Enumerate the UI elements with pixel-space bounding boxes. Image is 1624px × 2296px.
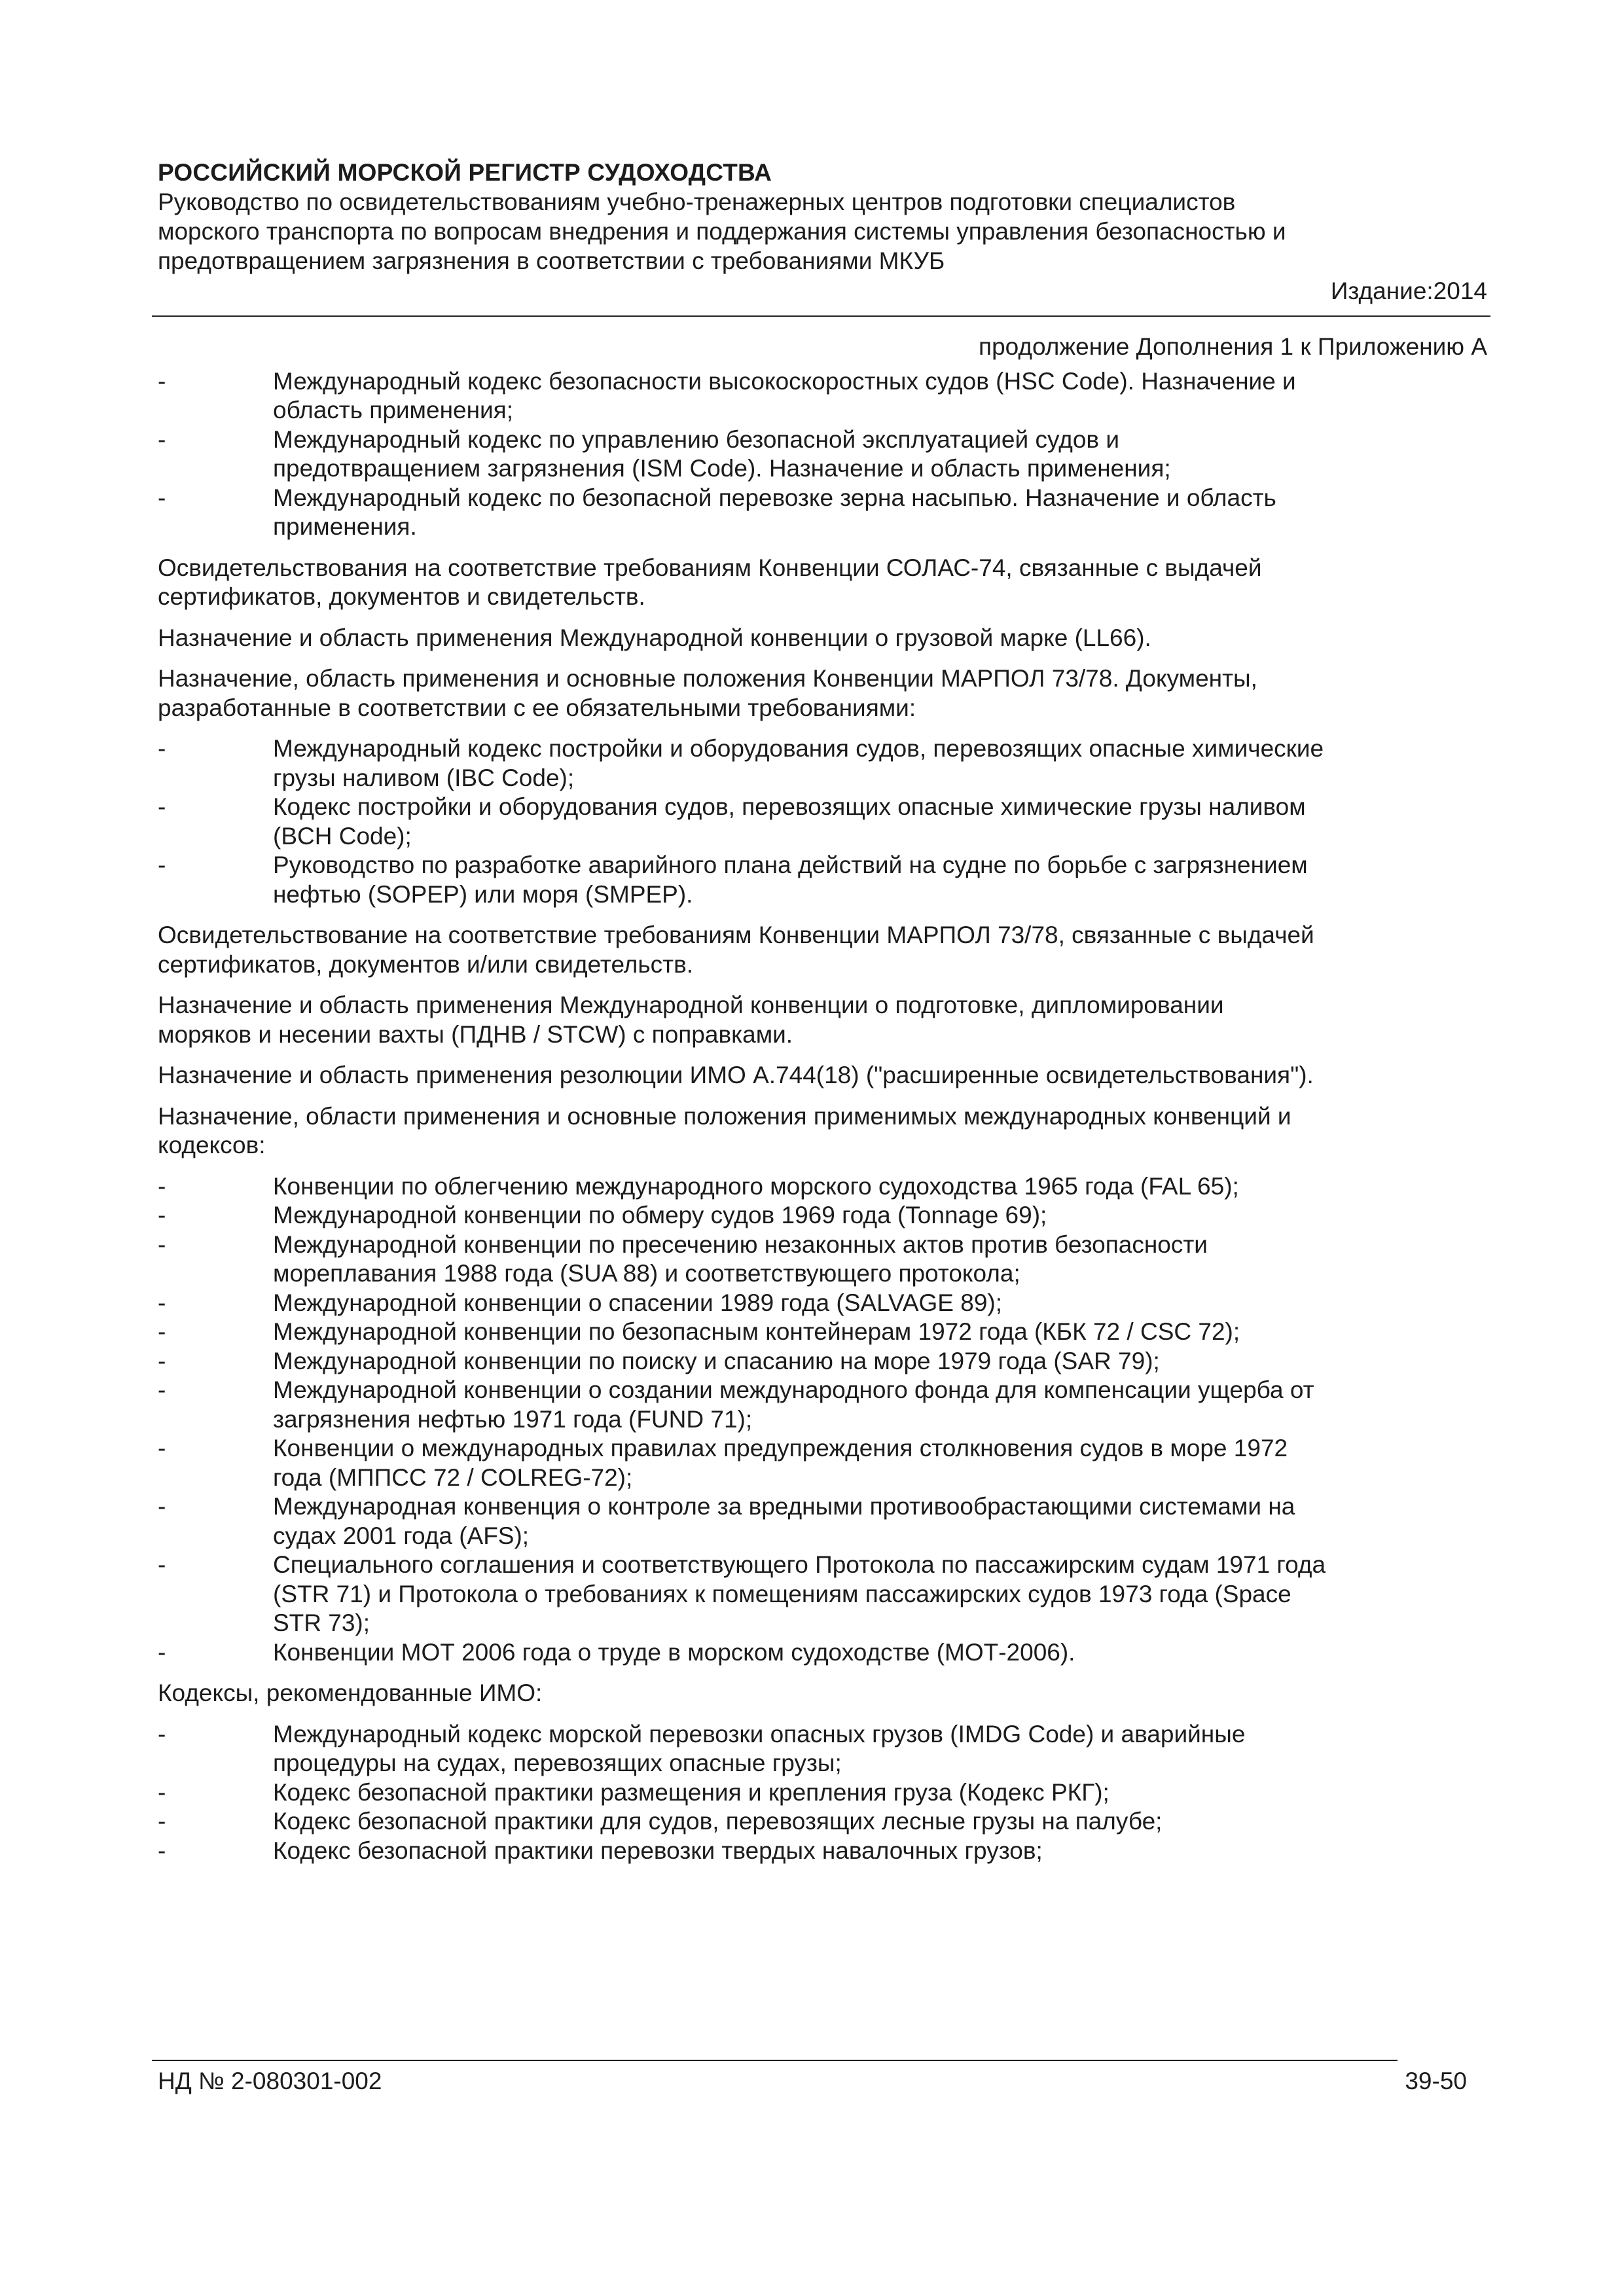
paragraph-line: Назначение и область применения Международной конвенции о подготовке, дипломировании xyxy=(158,992,1224,1018)
list-item-line: предотвращением загрязнения (ISM Code). Назначение и область применения; xyxy=(273,455,1171,482)
list-item-line: Международный кодекс по управлению безопасной эксплуатацией судов и xyxy=(273,425,1119,453)
paragraph xyxy=(158,554,1487,612)
list-dash-marker: - xyxy=(158,1435,166,1462)
document-title-line: морского транспорта по вопросам внедрения и поддержания системы управления безопасностью и xyxy=(158,218,1286,245)
list-item-line: Международный кодекс морской перевозки опасных грузов (IMDG Code) и аварийные xyxy=(273,1720,1246,1748)
list-item xyxy=(158,1778,1487,1808)
list-dash-marker: - xyxy=(158,1493,166,1520)
page-number: 39-50 xyxy=(1405,2068,1467,2094)
bullet-list xyxy=(158,367,1487,542)
list-dash-marker: - xyxy=(158,367,166,395)
list-dash-marker: - xyxy=(158,852,166,878)
list-dash-marker: - xyxy=(158,425,166,453)
list-item-line: область применения; xyxy=(273,397,514,423)
list-item xyxy=(158,1376,1487,1434)
list-item-line: (BCH Code); xyxy=(273,822,412,850)
document-number: НД № 2-080301-002 xyxy=(158,2068,382,2094)
list-item xyxy=(158,1230,1487,1289)
list-dash-marker: - xyxy=(158,1172,166,1200)
body-blocks xyxy=(158,367,1487,1866)
list-item-line: мореплавания 1988 года (SUA 88) и соответствующего протокола; xyxy=(273,1260,1020,1287)
document-title-line: предотвращением загрязнения в соответствии с требованиями МКУБ xyxy=(158,247,945,274)
list-item-line: загрязнения нефтью 1971 года (FUND 71); xyxy=(273,1405,753,1433)
list-item-line: года (МППСС 72 / COLREG-72); xyxy=(273,1463,633,1491)
list-item xyxy=(158,1720,1487,1778)
paragraph xyxy=(158,1102,1487,1160)
list-item-line: STR 73); xyxy=(273,1609,370,1636)
list-item xyxy=(158,851,1487,909)
list-item-line: Международный кодекс безопасности высокоскоростных судов (HSC Code). Назначение и xyxy=(273,367,1296,395)
list-dash-marker: - xyxy=(158,1837,166,1864)
list-item-line: Международный кодекс по безопасной перевозке зерна насыпью. Назначение и область xyxy=(273,484,1276,511)
list-dash-marker: - xyxy=(158,1720,166,1748)
list-dash-marker: - xyxy=(158,1202,166,1229)
bullet-list xyxy=(158,1172,1487,1668)
continuation-label: продолжение Дополнения 1 к Приложению А xyxy=(979,333,1487,360)
paragraph xyxy=(158,921,1487,979)
list-item xyxy=(158,1318,1487,1347)
list-item-line: Конвенции о международных правилах предупреждения столкновения судов в море 1972 xyxy=(273,1435,1288,1462)
paragraph-line: Назначение и область применения резолюции ИМО А.744(18) ("расширенные освидетельствования"). xyxy=(158,1062,1314,1088)
list-item-line: Международной конвенции по безопасным контейнерам 1972 года (КБК 72 / CSC 72); xyxy=(273,1318,1240,1345)
paragraph xyxy=(158,624,1487,653)
document-header xyxy=(158,158,1487,306)
list-item xyxy=(158,1837,1487,1866)
list-item-line: нефтью (SOPEP) или моря (SMPEP). xyxy=(273,880,693,908)
list-dash-marker: - xyxy=(158,1376,166,1403)
header-divider xyxy=(152,315,1490,317)
footer-divider xyxy=(152,2060,1398,2061)
list-item xyxy=(158,1638,1487,1668)
bullet-list xyxy=(158,1720,1487,1866)
list-item-line: Специального соглашения и соответствующего Протокола по пассажирским судам 1971 года xyxy=(273,1551,1326,1578)
list-item-line: судах 2001 года (AFS); xyxy=(273,1522,530,1549)
list-item xyxy=(158,1201,1487,1230)
paragraph-line: Назначение, область применения и основные положения Конвенции МАРПОЛ 73/78. Документы, xyxy=(158,665,1257,692)
list-item-line: Кодекс постройки и оборудования судов, перевозящих опасные химические грузы наливом xyxy=(273,793,1306,820)
list-item xyxy=(158,367,1487,425)
list-item-line: Международный кодекс постройки и оборудования судов, перевозящих опасные химические xyxy=(273,735,1324,762)
list-item xyxy=(158,1289,1487,1318)
paragraph-line: Назначение, области применения и основные положения применимых международных конвенций и xyxy=(158,1102,1291,1130)
paragraph xyxy=(158,1061,1487,1090)
list-item-line: Международной конвенции по обмеру судов 1969 года (Tonnage 69); xyxy=(273,1202,1047,1229)
list-item xyxy=(158,1492,1487,1551)
organization-name: РОССИЙСКИЙ МОРСКОЙ РЕГИСТР СУДОХОДСТВА xyxy=(158,159,772,186)
list-dash-marker: - xyxy=(158,484,166,511)
list-item xyxy=(158,425,1487,484)
list-item-line: Кодекс безопасной практики перевозки твердых навалочных грузов; xyxy=(273,1837,1043,1864)
list-item-line: Конвенции по облегчению международного морского судоходства 1965 года (FAL 65); xyxy=(273,1172,1239,1200)
paragraph xyxy=(158,991,1487,1049)
paragraph-line: сертификатов, документов и/или свидетельств. xyxy=(158,950,694,978)
list-item-line: Кодекс безопасной практики размещения и крепления груза (Кодекс РКГ); xyxy=(273,1778,1110,1806)
document-body xyxy=(158,332,1487,1865)
list-dash-marker: - xyxy=(158,1808,166,1835)
list-item-line: Международной конвенции по поиску и спасанию на море 1979 года (SAR 79); xyxy=(273,1347,1160,1374)
list-item xyxy=(158,484,1487,542)
list-item-line: (STR 71) и Протокола о требованиях к помещениям пассажирских судов 1973 года (Space xyxy=(273,1580,1291,1607)
paragraph-line: сертификатов, документов и свидетельств. xyxy=(158,583,645,610)
list-item-line: Международная конвенция о контроле за вредными противообрастающими системами на xyxy=(273,1493,1295,1520)
paragraph xyxy=(158,1679,1487,1708)
list-item xyxy=(158,734,1487,793)
list-item xyxy=(158,1434,1487,1492)
paragraph xyxy=(158,664,1487,723)
list-item xyxy=(158,1551,1487,1638)
list-item-line: процедуры на судах, перевозящих опасные грузы; xyxy=(273,1749,842,1776)
paragraph-line: разработанные в соответствии с ее обязательными требованиями: xyxy=(158,694,916,721)
list-dash-marker: - xyxy=(158,735,166,762)
paragraph-line: Освидетельствования на соответствие требованиям Конвенции СОЛАС-74, связанные с выдачей xyxy=(158,554,1262,581)
document-title-line: Руководство по освидетельствованиям учебно-тренажерных центров подготовки специалистов xyxy=(158,188,1236,215)
list-dash-marker: - xyxy=(158,1638,166,1666)
list-dash-marker: - xyxy=(158,793,166,820)
paragraph-line: кодексов: xyxy=(158,1132,266,1158)
list-item-line: грузы наливом (IBC Code); xyxy=(273,764,575,791)
list-item-line: Конвенции МОТ 2006 года о труде в морском судоходстве (МОТ-2006). xyxy=(273,1638,1075,1666)
list-dash-marker: - xyxy=(158,1778,166,1806)
edition-label: Издание:2014 xyxy=(1330,278,1487,304)
list-item-line: Руководство по разработке аварийного плана действий на судне по борьбе с загрязнением xyxy=(273,852,1308,878)
document-title xyxy=(158,187,1487,276)
list-dash-marker: - xyxy=(158,1347,166,1374)
list-dash-marker: - xyxy=(158,1289,166,1316)
list-item xyxy=(158,1172,1487,1202)
list-item-line: Международной конвенции по пресечению незаконных актов против безопасности xyxy=(273,1230,1208,1258)
list-dash-marker: - xyxy=(158,1318,166,1345)
list-dash-marker: - xyxy=(158,1230,166,1258)
list-item xyxy=(158,1807,1487,1837)
paragraph-line: Назначение и область применения Международной конвенции о грузовой марке (LL66). xyxy=(158,624,1151,651)
list-item-line: Кодекс безопасной практики для судов, перевозящих лесные грузы на палубе; xyxy=(273,1808,1163,1835)
list-item xyxy=(158,1347,1487,1376)
paragraph-line: моряков и несении вахты (ПДНВ / STCW) с поправками. xyxy=(158,1020,793,1048)
paragraph-line: Освидетельствование на соответствие требованиям Конвенции МАРПОЛ 73/78, связанные с выдачей xyxy=(158,922,1314,948)
list-item-line: применения. xyxy=(273,513,417,540)
paragraph-line: Кодексы, рекомендованные ИМО: xyxy=(158,1679,543,1706)
list-item-line: Международной конвенции о спасении 1989 года (SALVAGE 89); xyxy=(273,1289,1003,1316)
bullet-list xyxy=(158,734,1487,909)
list-item-line: Международной конвенции о создании международного фонда для компенсации ущерба от xyxy=(273,1376,1314,1403)
list-dash-marker: - xyxy=(158,1551,166,1578)
list-item xyxy=(158,793,1487,851)
